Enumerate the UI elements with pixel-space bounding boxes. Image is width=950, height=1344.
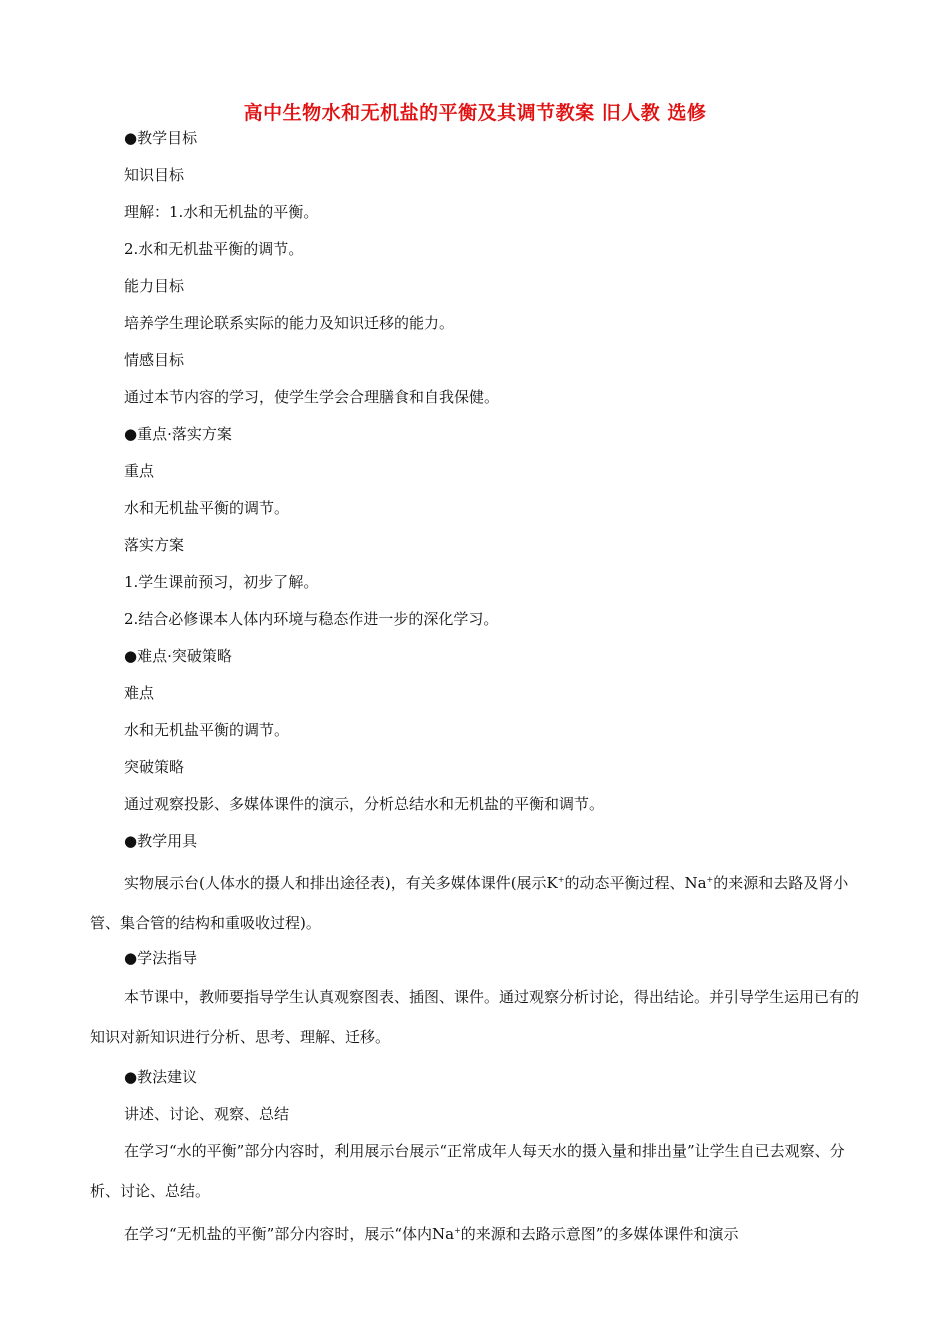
section-heading-key-points: ●重点·落实方案: [124, 425, 232, 443]
page-title: 高中生物水和无机盐的平衡及其调节教案 旧人教 选修: [243, 102, 707, 124]
superscript-plus: +: [557, 875, 565, 884]
text-line: 水和无机盐平衡的调节。: [124, 499, 290, 517]
subheading-emotion-goals: 情感目标: [124, 351, 185, 369]
text-line: 通过观察投影、多媒体课件的演示，分析总结水和无机盐的平衡和调节。: [124, 795, 605, 813]
section-heading-learning-guidance: ●学法指导: [124, 949, 198, 967]
superscript-plus: +: [706, 875, 714, 884]
text-line: 1.学生课前预习，初步了解。: [124, 573, 319, 591]
text-line: 水和无机盐平衡的调节。: [124, 721, 290, 739]
text-run: 在学习“水的平衡”部分内容时，利用展示台展示“正常成年人每天水的摄入量和排出量”让学生自已去观察、分析、讨论、总结。: [90, 1142, 845, 1200]
text-line: 2.水和无机盐平衡的调节。: [124, 240, 304, 258]
section-heading-difficulties: ●难点·突破策略: [124, 647, 232, 665]
text-line: 培养学生理论联系实际的能力及知识迁移的能力。: [124, 314, 455, 332]
text-run: 的来源和去路及肾小管、集合管的结构和重吸收过程)。: [90, 874, 849, 932]
paragraph-water-balance: [90, 1131, 860, 1211]
section-heading-teaching-goals: ●教学目标: [124, 129, 198, 147]
text-run: 在学习“无机盐的平衡”部分内容时，展示“体内Na: [124, 1225, 455, 1243]
subheading-knowledge-goals: 知识目标: [124, 166, 185, 184]
paragraph-learning-guidance: [90, 977, 860, 1057]
section-heading-teaching-tools: ●教学用具: [124, 832, 198, 850]
text-line: 讲述、讨论、观察、总结: [124, 1105, 290, 1123]
subheading-strategy: 突破策略: [124, 758, 185, 776]
text-run: 本节课中，教师要指导学生认真观察图表、插图、课件。通过观察分析讨论，得出结论。并引导学生运用已有的知识对新知识进行分析、思考、理解、迁移。: [90, 988, 860, 1046]
subheading-implementation: 落实方案: [124, 536, 185, 554]
subheading-difficulty: 难点: [124, 684, 155, 702]
subheading-key-point: 重点: [124, 462, 155, 480]
text-line: 2.结合必修课本人体内环境与稳态作进一步的深化学习。: [124, 610, 499, 628]
section-heading-teaching-suggestions: ●教法建议: [124, 1068, 198, 1086]
paragraph-teaching-tools: [90, 860, 860, 943]
text-line: 通过本节内容的学习，使学生学会合理膳食和自我保健。: [124, 388, 500, 406]
subheading-ability-goals: 能力目标: [124, 277, 185, 295]
text-line: 理解：1.水和无机盐的平衡。: [124, 203, 319, 221]
text-run: 的来源和去路示意图”的多媒体课件和演示: [460, 1225, 739, 1243]
text-run: 实物展示台(人体水的摄人和排出途径表)，有关多媒体课件(展示K: [124, 874, 558, 892]
text-run: 的动态平衡过程、Na: [564, 874, 707, 892]
paragraph-salt-balance: [90, 1211, 860, 1254]
superscript-plus: +: [454, 1226, 461, 1235]
